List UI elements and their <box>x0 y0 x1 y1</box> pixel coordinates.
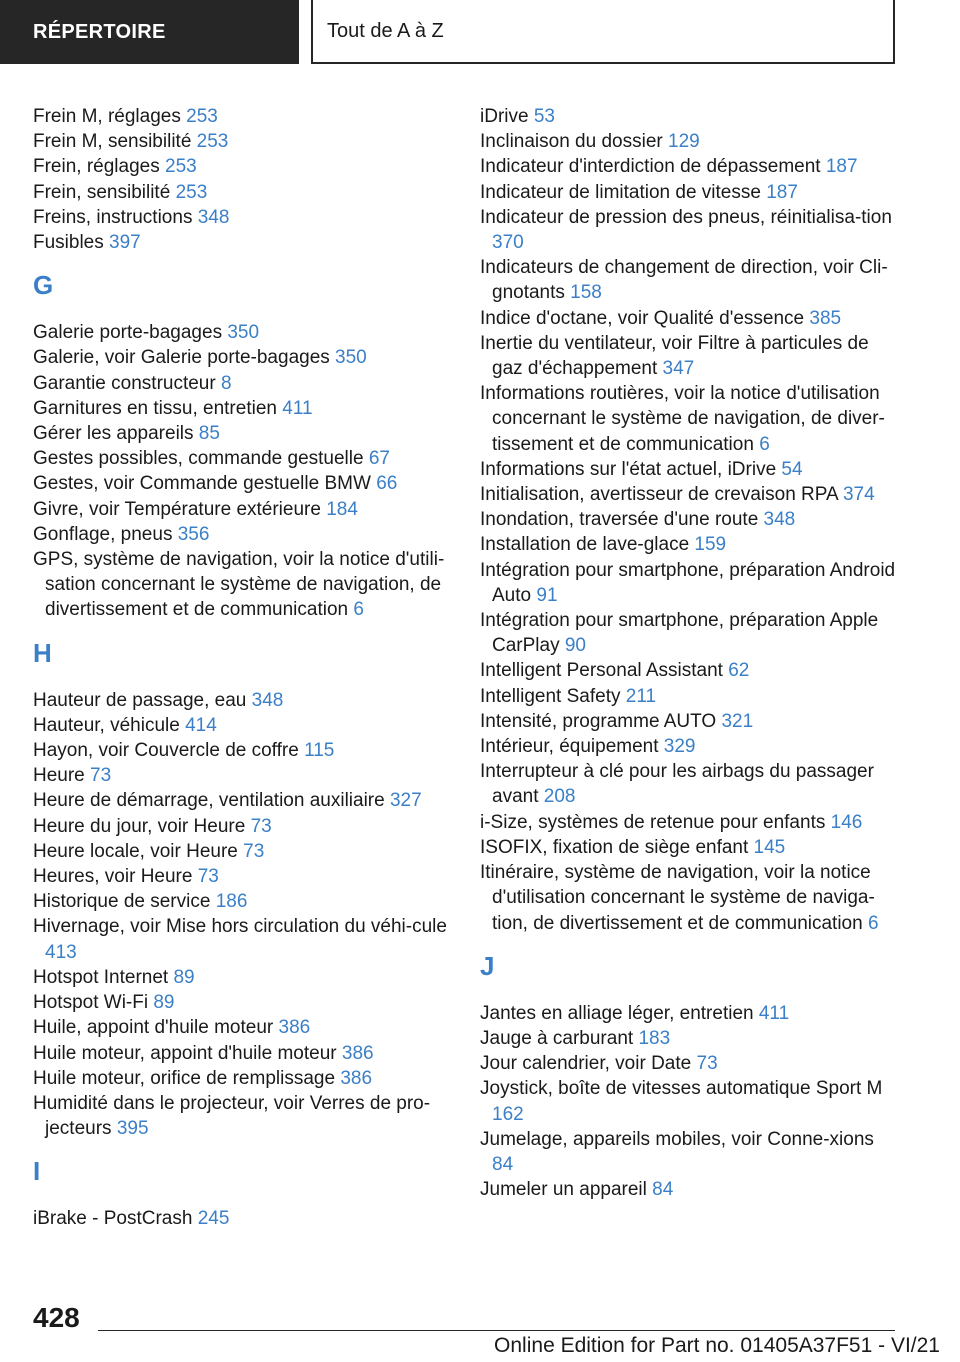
index-entry-text: GPS, système de navigation, voir la notice d'utili-sation concernant le système de navigation, de divertissement et de communication <box>33 549 445 621</box>
index-entry-text: Galerie, voir Galerie porte-bagages <box>33 347 336 369</box>
page-reference-link[interactable]: 146 <box>830 811 863 833</box>
index-entry-text: Indicateur de pression des pneus, réinitialisa-tion <box>480 206 892 228</box>
index-entry-text: Fusibles <box>33 232 110 254</box>
page-reference-link[interactable]: 186 <box>215 891 248 913</box>
page-reference-link[interactable]: 73 <box>90 765 112 787</box>
page-reference-link[interactable]: 374 <box>842 484 875 506</box>
page-reference-link[interactable]: 348 <box>763 509 796 531</box>
index-entry-text: Gestes possibles, commande gestuelle <box>33 448 369 470</box>
index-entry-text: Inclinaison du dossier <box>480 131 668 153</box>
index-entry <box>480 608 900 658</box>
index-entry <box>480 1026 900 1051</box>
index-entry <box>33 104 448 129</box>
index-entry-text: Hayon, voir Couvercle de coffre <box>33 740 305 762</box>
index-letter-heading: J <box>480 950 495 981</box>
page-reference-link[interactable]: 54 <box>781 458 803 480</box>
page-reference-link[interactable]: 162 <box>492 1103 524 1125</box>
page-reference-link[interactable]: 62 <box>728 660 750 682</box>
index-entry <box>480 1001 900 1026</box>
index-entry <box>33 738 448 763</box>
index-entry-text: Freins, instructions <box>33 206 198 228</box>
page-reference-link[interactable]: 84 <box>652 1179 674 1201</box>
index-entry <box>33 965 448 990</box>
page-reference-link[interactable]: 184 <box>326 498 358 520</box>
page-reference-link[interactable]: 348 <box>197 206 230 228</box>
index-entry <box>33 1041 448 1066</box>
index-entry <box>33 914 448 964</box>
index-entry <box>33 345 448 370</box>
index-entry <box>33 889 448 914</box>
index-entry <box>33 864 448 889</box>
index-column-right <box>480 104 900 1202</box>
index-entry <box>33 688 448 713</box>
page-reference-link[interactable]: 386 <box>278 1017 311 1039</box>
page-reference-link[interactable]: 91 <box>536 584 558 606</box>
index-entry-text: Heure locale, voir Heure <box>33 840 244 862</box>
page-reference-link[interactable]: 245 <box>197 1208 230 1230</box>
index-entry <box>480 104 900 129</box>
index-entry <box>33 1015 448 1040</box>
page-reference-link[interactable]: 329 <box>663 736 696 758</box>
page-reference-link[interactable]: 395 <box>116 1118 149 1140</box>
page-reference-link[interactable]: 411 <box>282 397 313 419</box>
index-entry <box>33 990 448 1015</box>
page-reference-link[interactable]: 115 <box>304 740 335 762</box>
index-entry-text: Inondation, traversée d'une route <box>480 509 764 531</box>
index-entry <box>480 658 900 683</box>
index-entry-text: Intégration pour smartphone, préparation Apple CarPlay <box>480 610 879 657</box>
index-entry-text: Frein, réglages <box>33 156 166 178</box>
index-entry-text: Givre, voir Température extérieure <box>33 498 327 520</box>
index-entry <box>480 810 900 835</box>
page-reference-link[interactable]: 327 <box>389 790 422 812</box>
page-reference-link[interactable]: 73 <box>243 840 265 862</box>
index-entry-text: Intégration pour smartphone, préparation Android Auto <box>480 559 896 606</box>
page-reference-link[interactable]: 397 <box>109 232 141 254</box>
index-entry <box>33 1206 448 1231</box>
page-reference-link[interactable]: 73 <box>197 866 219 888</box>
index-entry-text: Itinéraire, système de navigation, voir la notice d'utilisation concernant le système de naviga-tion, de divertissement et de communication <box>480 862 875 934</box>
index-entry-text: Jumeler un appareil <box>480 1179 653 1201</box>
index-entry <box>480 457 900 482</box>
index-entry <box>33 839 448 864</box>
index-entry <box>480 734 900 759</box>
index-entry <box>33 471 448 496</box>
section-tab: RÉPERTOIRE <box>0 0 299 64</box>
index-entry <box>480 331 900 381</box>
index-entry-text: Jantes en alliage léger, entretien <box>480 1002 759 1024</box>
index-entry-text: Galerie porte-bagages <box>33 322 228 344</box>
index-entry-text: Informations sur l'état actuel, iDrive <box>480 458 782 480</box>
index-entry-text: Hotspot Wi-Fi <box>33 992 154 1014</box>
page-reference-link[interactable]: 6 <box>353 599 364 621</box>
index-entry-text: iBrake - PostCrash <box>33 1208 198 1230</box>
page-reference-link[interactable]: 85 <box>198 423 220 445</box>
index-entry <box>33 180 448 205</box>
index-entry-text: Jour calendrier, voir Date <box>480 1053 697 1075</box>
index-entry-text: Indice d'octane, voir Qualité d'essence <box>480 307 810 329</box>
index-entry <box>33 230 448 255</box>
page-reference-link[interactable]: 253 <box>196 131 229 153</box>
page-reference-link[interactable]: 84 <box>492 1153 514 1175</box>
index-entry <box>33 129 448 154</box>
index-entry-text: Intérieur, équipement <box>480 736 664 758</box>
index-entry-text: Indicateurs de changement de direction, voir Cli-gnotants <box>480 257 888 304</box>
index-entry <box>33 1066 448 1091</box>
index-entry <box>480 1177 900 1202</box>
index-letter-heading: G <box>33 270 54 301</box>
index-entry-text: Heure de démarrage, ventilation auxiliaire <box>33 790 390 812</box>
index-entry <box>480 759 900 809</box>
page-reference-link[interactable]: 350 <box>227 322 260 344</box>
page-reference-link[interactable]: 6 <box>867 912 879 934</box>
index-entry-text: Hauteur de passage, eau <box>33 689 252 711</box>
page-reference-link[interactable]: 129 <box>668 131 700 153</box>
page-reference-link[interactable]: 89 <box>173 966 195 988</box>
index-entry <box>33 763 448 788</box>
index-entry-text: Intensité, programme AUTO <box>480 710 722 732</box>
index-entry <box>480 180 900 205</box>
page-reference-link[interactable]: 6 <box>759 433 770 455</box>
page-reference-link[interactable]: 253 <box>186 106 218 127</box>
index-entry-text: Interrupteur à clé pour les airbags du passager avant <box>480 761 874 808</box>
index-entry-text: Intelligent Personal Assistant <box>480 660 729 682</box>
index-entry <box>480 255 900 305</box>
index-entry-text: Garantie constructeur <box>33 372 221 394</box>
index-entry-text: Heure <box>33 765 91 787</box>
index-entry <box>480 381 900 457</box>
index-entry-text: Inertie du ventilateur, voir Filtre à particules de gaz d'échappement <box>480 332 869 380</box>
index-entry-text: i-Size, systèmes de retenue pour enfants <box>480 811 831 833</box>
index-entry <box>480 1127 900 1177</box>
index-entry-text: Hauteur, véhicule <box>33 714 186 736</box>
index-entry <box>480 482 900 507</box>
page-reference-link[interactable]: 414 <box>185 714 217 736</box>
index-entry <box>480 684 900 709</box>
page-reference-link[interactable]: 386 <box>340 1067 373 1089</box>
page-reference-link[interactable]: 158 <box>570 282 602 304</box>
index-entry-text: Indicateur de limitation de vitesse <box>480 181 767 203</box>
index-entry <box>480 532 900 557</box>
index-entry <box>480 507 900 532</box>
index-entry-text: Hotspot Internet <box>33 966 174 988</box>
index-entry <box>33 788 448 813</box>
page-reference-link[interactable]: 89 <box>153 992 175 1014</box>
index-letter-heading: H <box>33 637 52 668</box>
chapter-title: Tout de A à Z <box>311 0 895 64</box>
page-reference-link[interactable]: 347 <box>662 358 695 380</box>
index-entry <box>33 814 448 839</box>
index-entry-text: Frein, sensibilité <box>33 181 176 203</box>
page-reference-link[interactable]: 67 <box>368 448 390 470</box>
index-entry-text: Jumelage, appareils mobiles, voir Conne-xions <box>480 1128 874 1150</box>
page-reference-link[interactable]: 386 <box>341 1042 374 1064</box>
page-reference-link[interactable]: 411 <box>758 1002 790 1024</box>
index-entry <box>33 154 448 179</box>
index-entry <box>33 522 448 547</box>
index-entry-text: Informations routières, voir la notice d'utilisation concernant le système de navigation, de diver-tissement et de communication <box>480 383 885 455</box>
index-entry-text: Humidité dans le projecteur, voir Verres de pro-jecteurs <box>33 1092 431 1140</box>
index-entry-text: Joystick, boîte de vitesses automatique Sport M <box>480 1078 883 1100</box>
index-entry <box>33 421 448 446</box>
index-entry-text: Huile, appoint d'huile moteur <box>33 1017 279 1039</box>
index-entry <box>480 1051 900 1076</box>
index-entry <box>480 205 900 255</box>
page-reference-link[interactable]: 350 <box>335 347 367 369</box>
index-entry-text: Garnitures en tissu, entretien <box>33 397 283 419</box>
index-column-left <box>33 104 448 1232</box>
index-entry <box>33 713 448 738</box>
index-entry <box>33 371 448 396</box>
index-entry <box>480 306 900 331</box>
page-number: 428 <box>33 1302 80 1333</box>
index-entry-text: iDrive <box>480 106 534 127</box>
index-entry <box>480 835 900 860</box>
index-entry-text: Hivernage, voir Mise hors circulation du véhi-cule <box>33 916 447 938</box>
page-reference-link[interactable]: 73 <box>250 815 272 837</box>
index-entry <box>480 154 900 179</box>
index-entry-text: Heures, voir Heure <box>33 866 198 888</box>
index-entry <box>33 1091 448 1141</box>
page-reference-link[interactable]: 253 <box>165 156 197 178</box>
page-reference-link[interactable]: 187 <box>766 181 798 203</box>
footer-divider <box>98 1330 895 1331</box>
index-entry <box>480 1076 900 1126</box>
index-entry-text: Intelligent Safety <box>480 685 626 707</box>
page-reference-link[interactable]: 356 <box>177 523 210 545</box>
index-letter-heading: I <box>33 1156 41 1187</box>
index-entry-text: Gérer les appareils <box>33 423 199 445</box>
page-reference-link[interactable]: 90 <box>564 635 586 657</box>
index-entry <box>480 129 900 154</box>
index-entry-text: ISOFIX, fixation de siège enfant <box>480 836 754 858</box>
index-entry-text: Huile moteur, orifice de remplissage <box>33 1067 341 1089</box>
index-entry <box>480 860 900 936</box>
index-entry <box>33 446 448 471</box>
index-entry-text: Jauge à carburant <box>480 1027 639 1049</box>
index-entry-text: Installation de lave-glace <box>480 534 695 556</box>
page-reference-link[interactable]: 53 <box>533 106 555 127</box>
index-entry <box>480 558 900 608</box>
index-entry-text: Frein M, sensibilité <box>33 131 197 153</box>
page-reference-link[interactable]: 159 <box>694 534 727 556</box>
page-reference-link[interactable]: 413 <box>45 941 77 963</box>
index-entry-text: Gonflage, pneus <box>33 523 178 545</box>
page-reference-link[interactable]: 348 <box>251 689 284 711</box>
index-entry <box>33 497 448 522</box>
index-entry-text: Frein M, réglages <box>33 106 187 127</box>
index-entry-text: Gestes, voir Commande gestuelle BMW <box>33 473 377 495</box>
index-entry <box>480 709 900 734</box>
page-reference-link[interactable]: 66 <box>376 473 398 495</box>
index-entry <box>33 320 448 345</box>
page-reference-link[interactable]: 73 <box>696 1053 718 1075</box>
index-entry <box>33 205 448 230</box>
edition-note: Online Edition for Part no. 01405A37F51 - VI/21 <box>494 1334 940 1357</box>
index-entry-text: Initialisation, avertisseur de crevaison RPA <box>480 484 843 506</box>
index-entry-text: Huile moteur, appoint d'huile moteur <box>33 1042 342 1064</box>
index-entry-text: Historique de service <box>33 891 216 913</box>
page-reference-link[interactable]: 385 <box>809 307 842 329</box>
page-reference-link[interactable]: 145 <box>753 836 786 858</box>
index-entry <box>33 547 448 623</box>
page-reference-link[interactable]: 211 <box>625 685 657 707</box>
page-reference-link[interactable]: 208 <box>543 786 576 808</box>
index-entry <box>33 396 448 421</box>
page-reference-link[interactable]: 321 <box>721 710 754 732</box>
index-entry-text: Heure du jour, voir Heure <box>33 815 251 837</box>
page-reference-link[interactable]: 253 <box>175 181 208 203</box>
page-reference-link[interactable]: 370 <box>492 232 524 254</box>
index-entry-text: Indicateur d'interdiction de dépassement <box>480 156 826 178</box>
page-reference-link[interactable]: 187 <box>825 156 858 178</box>
page-reference-link[interactable]: 8 <box>220 372 232 394</box>
page-reference-link[interactable]: 183 <box>638 1027 671 1049</box>
